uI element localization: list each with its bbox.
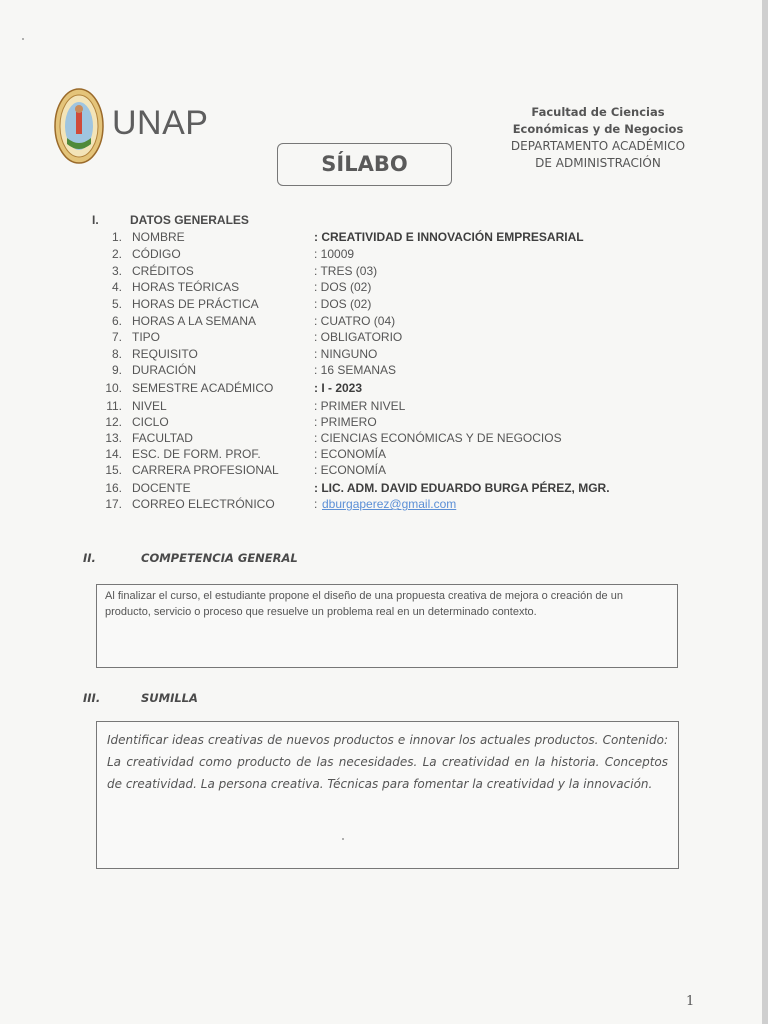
row-label: NIVEL <box>132 399 167 413</box>
email-link[interactable]: dburgaperez@gmail.com <box>322 497 457 511</box>
row-number: 6. <box>111 314 122 328</box>
section-1-title: DATOS GENERALES <box>130 213 249 227</box>
row-value: : DOS (02) <box>314 297 372 311</box>
row-label: NOMBRE <box>132 230 185 244</box>
document-title: SÍLABO <box>277 143 452 186</box>
sumilla-text: Identificar ideas creativas de nuevos productos e innovar los actuales productos. Contenido: La creatividad como producto de las necesidades. La creatividad en la historia. Conceptos de creatividad. La persona creativa. Técnicas para fomentar la creatividad y la innovación. <box>107 733 668 791</box>
row-number: 4. <box>111 280 122 294</box>
row-number: 13. <box>105 431 122 445</box>
row-number: 12. <box>105 415 122 429</box>
section-3-heading <box>83 691 198 705</box>
row-label: DURACIÓN <box>132 363 197 377</box>
section-2-heading <box>83 551 298 565</box>
row-label: SEMESTRE ACADÉMICO <box>132 381 274 395</box>
university-seal-icon <box>54 88 104 164</box>
row-value: : TRES (03) <box>314 264 378 278</box>
row-label: CORREO ELECTRÓNICO <box>132 497 275 511</box>
row-value: : PRIMERO <box>314 415 377 429</box>
row-label: ESC. DE FORM. PROF. <box>132 447 261 461</box>
sumilla-box <box>96 721 679 869</box>
section-3-title: SUMILLA <box>141 691 198 705</box>
faculty-header <box>488 104 708 172</box>
row-value: : 16 SEMANAS <box>314 363 397 377</box>
row-number: 8. <box>111 347 122 361</box>
row-value: : OBLIGATORIO <box>314 330 403 344</box>
row-value: : PRIMER NIVEL <box>314 399 406 413</box>
row-value: : LIC. ADM. DAVID EDUARDO BURGA PÉREZ, MGR. <box>314 481 610 495</box>
faculty-line-2: Económicas y de Negocios <box>512 122 684 136</box>
row-value: : I - 2023 <box>314 381 363 395</box>
row-number: 11. <box>106 399 122 413</box>
competencia-text: Al finalizar el curso, el estudiante propone el diseño de una propuesta creativa de mejora o creación de un producto, servicio o proceso que resuelve un problema real en un determinado contexto. <box>105 590 623 618</box>
section-1-number: I. <box>92 213 99 227</box>
row-number: 3. <box>111 264 122 278</box>
logo-text: UNAP <box>112 104 209 142</box>
row-number: 16. <box>105 481 122 495</box>
section-1-heading <box>92 213 249 227</box>
row-value: : ECONOMÍA <box>314 463 387 477</box>
scan-speck <box>342 838 344 840</box>
row-label: DOCENTE <box>132 481 191 495</box>
row-label: HORAS A LA SEMANA <box>132 314 257 328</box>
faculty-line-1: Facultad de Ciencias <box>531 105 665 119</box>
row-number: 9. <box>111 363 122 377</box>
row-label: HORAS TEÓRICAS <box>132 280 240 294</box>
row-number: 2. <box>111 247 122 261</box>
row-value: : NINGUNO <box>314 347 378 361</box>
page-number: 1 <box>686 994 695 1009</box>
row-number: 1. <box>111 230 122 244</box>
row-label: CRÉDITOS <box>132 264 194 278</box>
row-value: : CUATRO (04) <box>314 314 396 328</box>
row-value: : 10009 <box>314 247 355 261</box>
row-number: 7. <box>111 330 122 344</box>
row-value: : DOS (02) <box>314 280 372 294</box>
row-label: CARRERA PROFESIONAL <box>132 463 279 477</box>
row-label: FACULTAD <box>132 431 193 445</box>
row-number: 10. <box>105 381 122 395</box>
department-line-1: DEPARTAMENTO ACADÉMICO <box>510 139 686 153</box>
row-label: CÓDIGO <box>132 247 181 261</box>
section-3-number: III. <box>83 691 101 705</box>
row-value: : CREATIVIDAD E INNOVACIÓN EMPRESARIAL <box>314 230 584 244</box>
row-number: 14. <box>105 447 122 461</box>
scan-speck <box>22 38 24 40</box>
section-2-title: COMPETENCIA GENERAL <box>141 551 298 565</box>
row-label: REQUISITO <box>132 347 198 361</box>
department-line-2: DE ADMINISTRACIÓN <box>535 156 661 170</box>
competencia-box <box>96 584 678 668</box>
section-2-number: II. <box>83 551 96 565</box>
row-number: 5. <box>111 297 122 311</box>
row-label: HORAS DE PRÁCTICA <box>132 297 259 311</box>
row-label: TIPO <box>132 330 161 344</box>
row-value: : ECONOMÍA <box>314 447 387 461</box>
page-edge <box>762 0 768 1024</box>
row-number: 15. <box>105 463 122 477</box>
row-value: : <box>314 497 318 511</box>
row-label: CICLO <box>132 415 169 429</box>
row-number: 17. <box>105 497 122 511</box>
row-value: : CIENCIAS ECONÓMICAS Y DE NEGOCIOS <box>314 431 562 445</box>
